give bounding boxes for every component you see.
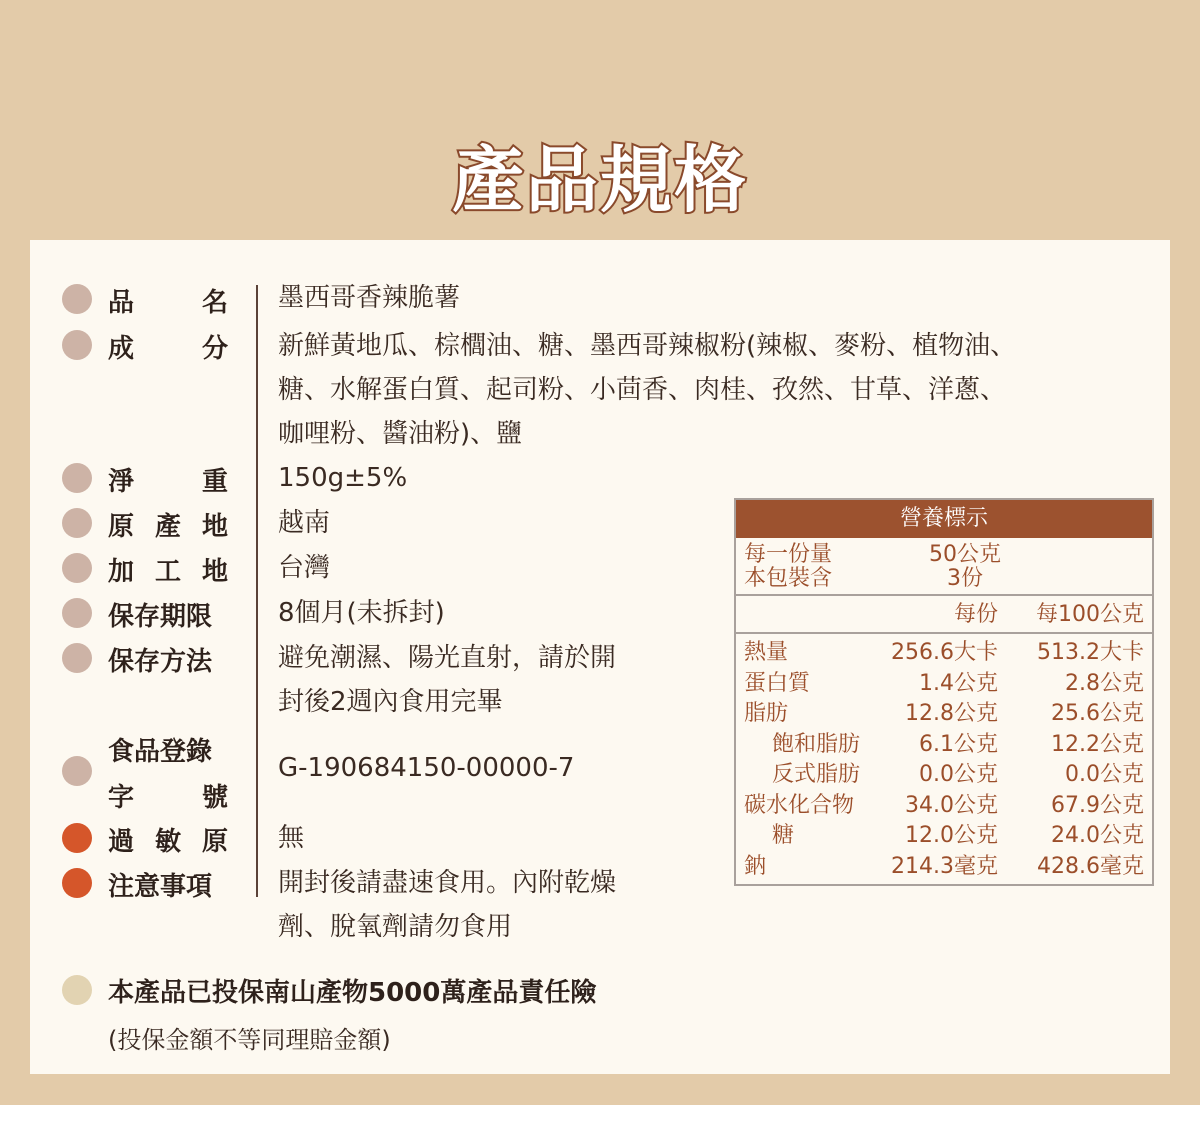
servings-value: 3份 (947, 566, 983, 591)
spec-value-processing: 台灣 (278, 553, 331, 583)
nutrient-per-serving: 34.0公克 (905, 792, 998, 818)
nutrient-per-100g: 25.6公克 (1051, 701, 1144, 726)
spec-value-origin: 越南 (278, 508, 331, 538)
nutrient-name: 熱量 (744, 640, 789, 665)
label-char: 原 (108, 512, 135, 542)
nutrient-name: 飽和脂肪 (772, 731, 861, 757)
spec-label-origin (108, 506, 228, 543)
ingredients-line: 糖、水解蛋白質、起司粉、小茴香、肉桂、孜然、甘草、洋蔥、 (278, 375, 1007, 405)
spec-value-registration: G-190684150-00000-7 (278, 753, 575, 783)
label-char: 成 (108, 334, 135, 364)
spec-label-weight (108, 461, 228, 498)
spec-value-storage (278, 636, 616, 724)
spec-label-shelf-life: 保存期限 (108, 602, 213, 632)
spec-value-name: 墨西哥香辣脆薯 (278, 283, 461, 313)
spec-value-allergen: 無 (278, 823, 305, 853)
notice-line: 劑、脫氧劑請勿食用 (278, 912, 513, 942)
nutrient-name: 蛋白質 (744, 670, 811, 696)
label-divider (256, 285, 258, 897)
nutrition-rows (736, 634, 1152, 882)
label-char: 字 (108, 783, 135, 813)
label-char: 分 (201, 334, 228, 364)
serving-size-label: 每一份量 (744, 542, 833, 567)
nutrient-name: 鈉 (744, 853, 767, 879)
spec-label-ingredients (108, 328, 228, 365)
nutrition-column-headers (736, 596, 1152, 634)
bullet-dot (62, 756, 92, 786)
nutrient-name: 脂肪 (744, 701, 789, 726)
page-title: 產品規格 (451, 138, 748, 222)
nutrient-per-100g: 67.9公克 (1051, 792, 1144, 818)
nutrient-name: 碳水化合物 (744, 792, 855, 818)
spec-value-ingredients (278, 324, 1016, 456)
label-char: 淨 (108, 467, 135, 497)
label-char: 敏 (154, 827, 181, 857)
spec-label-storage: 保存方法 (108, 647, 213, 677)
nutrient-per-serving: 214.3毫克 (891, 853, 998, 879)
bullet-dot (62, 330, 92, 360)
nutrient-name: 反式脂肪 (772, 762, 861, 787)
label-char: 地 (201, 557, 228, 587)
label-char: 號 (201, 783, 228, 813)
spec-label-processing (108, 551, 228, 588)
bullet-dot-highlight (62, 868, 92, 898)
column-per-serving: 每份 (953, 602, 998, 627)
bullet-dot (62, 463, 92, 493)
nutrition-row (736, 699, 1152, 730)
bullet-dot (62, 598, 92, 628)
spec-label-registration-2 (108, 777, 228, 814)
ingredients-line: 咖哩粉、醬油粉)、鹽 (278, 419, 523, 449)
nutrition-row (736, 791, 1152, 822)
spec-label-name (108, 282, 228, 319)
bullet-dot (62, 508, 92, 538)
nutrition-row (736, 638, 1152, 669)
label-char: 加 (108, 557, 135, 587)
serving-size-value: 50公克 (929, 542, 1001, 567)
bullet-dot-highlight (62, 823, 92, 853)
spec-label-notice: 注意事項 (108, 872, 213, 902)
nutrient-per-100g: 513.2大卡 (1037, 640, 1144, 665)
label-char: 重 (201, 467, 228, 497)
nutrition-row (736, 852, 1152, 883)
spec-value-shelf-life: 8個月(未拆封) (278, 598, 445, 628)
label-char: 過 (108, 827, 135, 857)
nutrient-per-serving: 0.0公克 (919, 762, 998, 787)
label-char: 產 (154, 512, 181, 542)
spec-label-allergen (108, 821, 228, 858)
notice-line: 開封後請盡速食用。內附乾燥 (278, 868, 617, 898)
nutrition-row (736, 821, 1152, 852)
bullet-dot-insurance (62, 975, 92, 1005)
nutrition-row (736, 730, 1152, 761)
column-per-100g: 每100公克 (1036, 602, 1144, 627)
nutrition-table (734, 498, 1154, 886)
nutrition-header: 營養標示 (736, 500, 1152, 538)
nutrient-per-100g: 12.2公克 (1051, 731, 1144, 757)
nutrient-per-serving: 1.4公克 (919, 670, 998, 696)
insurance-statement: 本產品已投保南山產物5000萬產品責任險 (108, 978, 597, 1008)
nutrient-per-serving: 6.1公克 (919, 731, 998, 757)
label-char: 原 (201, 827, 228, 857)
nutrient-per-100g: 0.0公克 (1065, 762, 1144, 787)
nutrition-row (736, 760, 1152, 791)
bullet-dot (62, 284, 92, 314)
nutrition-row (736, 669, 1152, 700)
spec-value-notice (278, 861, 616, 949)
label-char: 工 (154, 557, 181, 587)
nutrition-serving (736, 538, 1152, 596)
storage-line: 避免潮濕、陽光直射，請於開 (278, 643, 617, 673)
nutrient-per-100g: 2.8公克 (1065, 670, 1144, 696)
storage-line: 封後2週內食用完畢 (278, 687, 503, 717)
label-char: 品 (108, 288, 135, 318)
nutrient-per-serving: 12.0公克 (905, 823, 998, 848)
label-char: 地 (201, 512, 228, 542)
bullet-dot (62, 553, 92, 583)
insurance-note: (投保金額不等同理賠金額) (108, 1026, 391, 1054)
nutrient-per-100g: 428.6毫克 (1037, 853, 1144, 879)
label-char: 名 (201, 288, 228, 318)
nutrient-per-100g: 24.0公克 (1051, 823, 1144, 848)
spec-card (30, 240, 1170, 1074)
servings-label: 本包裝含 (744, 566, 833, 591)
bullet-dot (62, 643, 92, 673)
nutrient-name: 糖 (772, 823, 795, 848)
nutrient-per-serving: 12.8公克 (905, 701, 998, 726)
nutrient-per-serving: 256.6大卡 (891, 640, 998, 665)
ingredients-line: 新鮮黃地瓜、棕櫚油、糖、墨西哥辣椒粉(辣椒、麥粉、植物油、 (278, 331, 1017, 361)
spec-value-weight: 150g±5% (278, 463, 408, 493)
spec-label-registration: 食品登錄 (108, 737, 213, 767)
